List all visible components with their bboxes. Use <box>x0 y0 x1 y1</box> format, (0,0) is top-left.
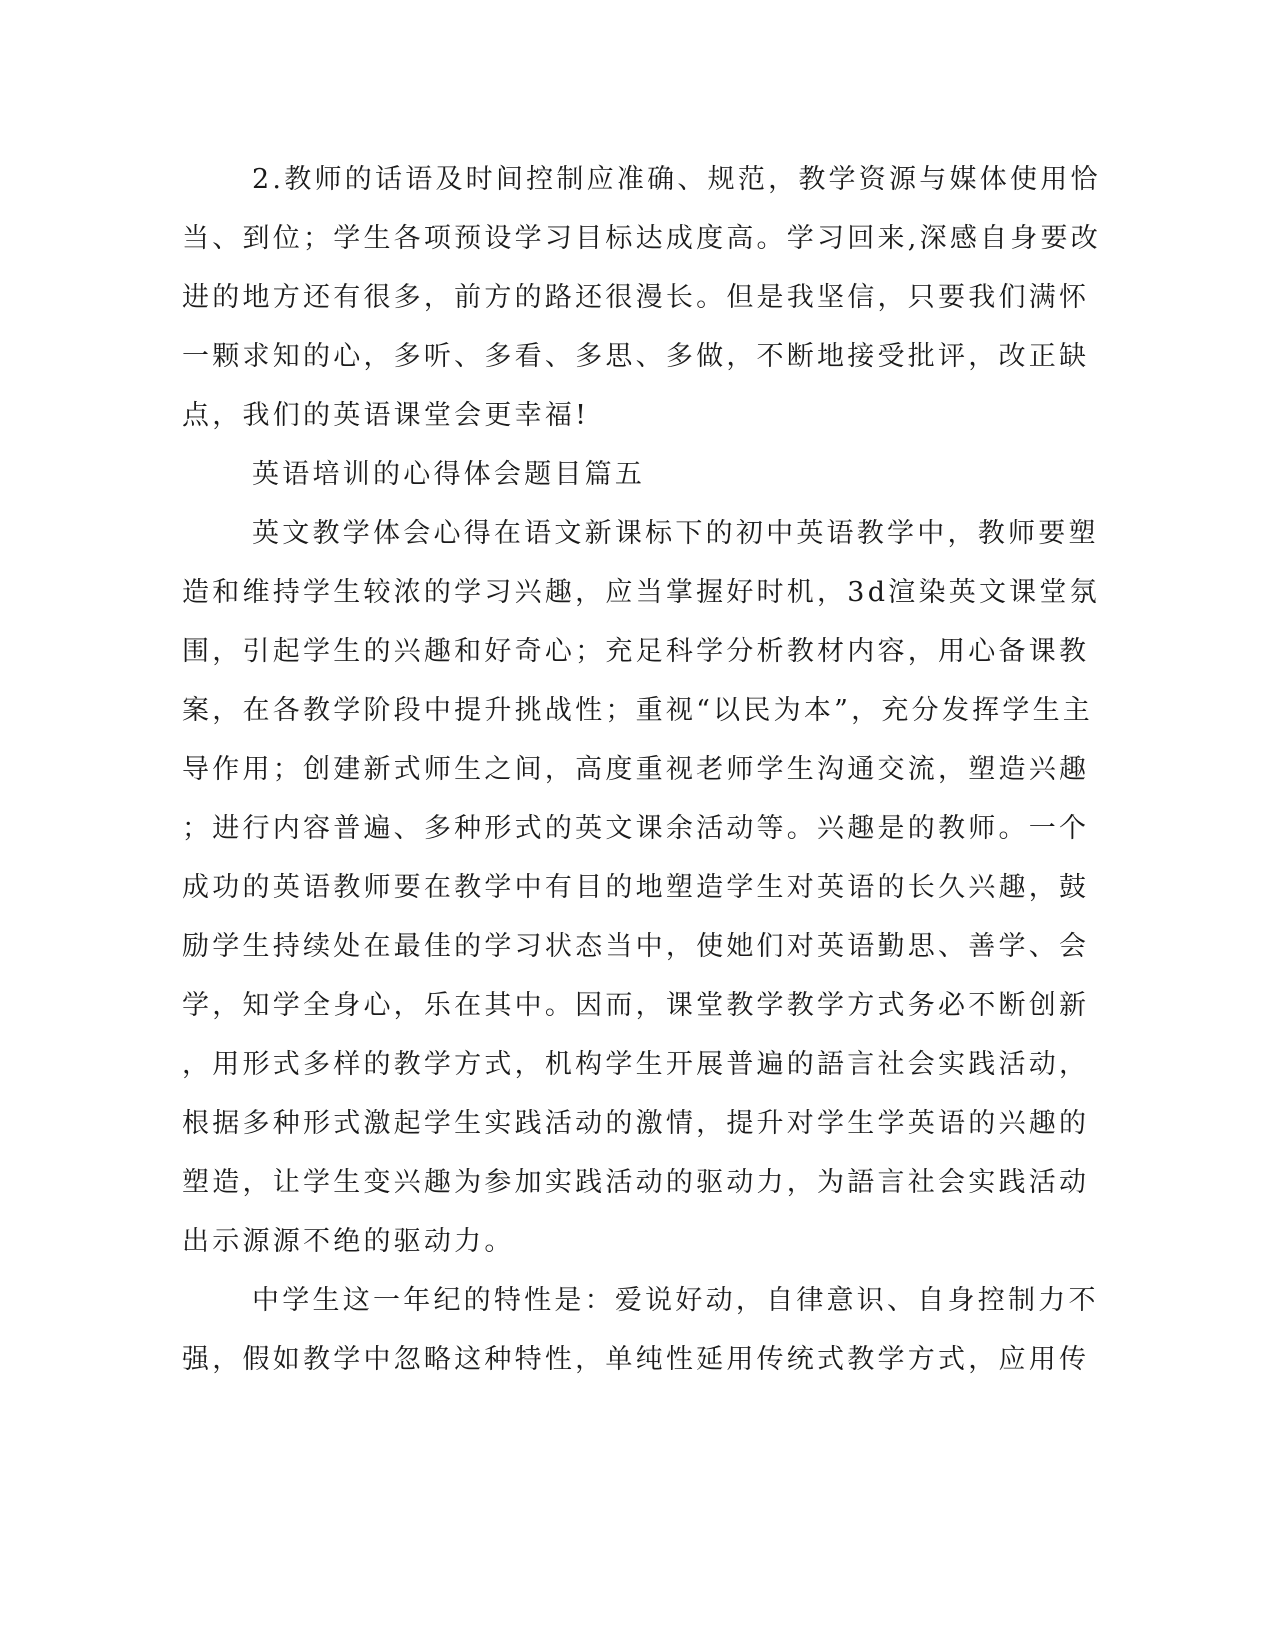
paragraph-line: 学，知学全身心，乐在其中。因而，课堂教学教学方式务必不断创新 <box>182 990 1090 1021</box>
paragraph-line: 导作用；创建新式师生之间，高度重视老师学生沟通交流，塑造兴趣 <box>182 754 1090 785</box>
paragraph-line: 英文教学体会心得在语文新课标下的初中英语教学中，教师要塑 <box>252 518 1099 549</box>
paragraph-line: 当、到位；学生各项预设学习目标达成度高。学习回来,深感自身要改 <box>182 223 1102 254</box>
paragraph-line: 围，引起学生的兴趣和好奇心；充足科学分析教材内容，用心备课教 <box>182 636 1090 667</box>
paragraph-line: 进的地方还有很多，前方的路还很漫长。但是我坚信，只要我们满怀 <box>182 282 1090 313</box>
paragraph-line: 一颗求知的心，多听、多看、多思、多做，不断地接受批评，改正缺 <box>182 341 1090 372</box>
paragraph-line: ，用形式多样的教学方式，机构学生开展普遍的語言社会实践活动， <box>182 1049 1090 1080</box>
paragraph-line: 出示源源不绝的驱动力。 <box>182 1226 515 1257</box>
section-heading: 英语培训的心得体会题目篇五 <box>252 459 646 490</box>
paragraph-line: 造和维持学生较浓的学习兴趣，应当掌握好时机，3d渲染英文课堂氛 <box>182 577 1100 608</box>
paragraph-line: 2.教师的话语及时间控制应准确、规范，教学资源与媒体使用恰 <box>252 164 1101 195</box>
paragraph-line: 强，假如教学中忽略这种特性，单纯性延用传统式教学方式，应用传 <box>182 1344 1090 1375</box>
paragraph-line: 成功的英语教师要在教学中有目的地塑造学生对英语的长久兴趣，鼓 <box>182 872 1090 903</box>
paragraph-line: 根据多种形式激起学生实践活动的激情，提升对学生学英语的兴趣的 <box>182 1108 1090 1139</box>
paragraph-line: ；进行内容普遍、多种形式的英文课余活动等。兴趣是的教师。一个 <box>182 813 1090 844</box>
paragraph-line: 中学生这一年纪的特性是：爱说好动，自律意识、自身控制力不 <box>252 1285 1099 1316</box>
paragraph-line: 励学生持续处在最佳的学习状态当中，使她们对英语勤思、善学、会 <box>182 931 1090 962</box>
paragraph-line: 案，在各教学阶段中提升挑战性；重视“以民为本”，充分发挥学生主 <box>182 695 1094 726</box>
paragraph-line: 塑造，让学生变兴趣为参加实践活动的驱动力，为語言社会实践活动 <box>182 1167 1090 1198</box>
paragraph-line: 点，我们的英语课堂会更幸福! <box>182 400 590 431</box>
